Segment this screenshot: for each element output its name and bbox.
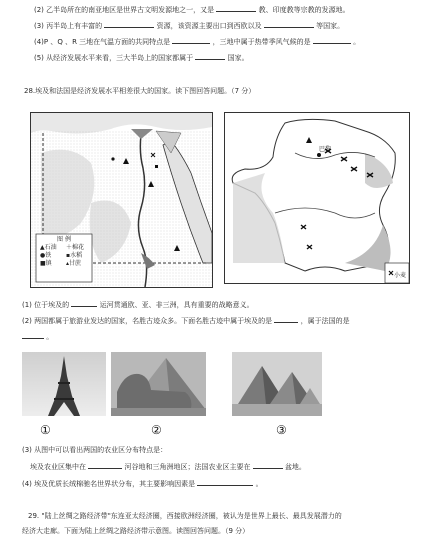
inset-label: 小麦 xyxy=(394,272,407,279)
photo-label-2: ② xyxy=(151,423,162,437)
answer-blank[interactable] xyxy=(104,21,154,28)
answer-blank[interactable] xyxy=(195,53,225,60)
answer-blank[interactable] xyxy=(71,300,97,307)
answer-blank[interactable] xyxy=(253,462,283,469)
city-label: 巴黎 xyxy=(319,146,332,153)
legend-item: ＋棉花 xyxy=(66,244,85,251)
photo-label-3: ③ xyxy=(276,423,287,437)
sphinx-photo xyxy=(111,352,206,416)
france-map xyxy=(224,112,410,284)
answer-blank[interactable] xyxy=(22,332,44,339)
legend-item: ●铁 xyxy=(40,252,52,259)
legend-item: ■镇 xyxy=(40,260,52,267)
q28-item2-cont: 。 xyxy=(22,332,53,342)
q27-item2: (2) 乙半岛所在的南亚地区是世界古文明发源地之一，又是 教、印度教等宗教的发源地。 xyxy=(34,6,350,14)
photo-label-1: ① xyxy=(40,423,51,437)
q28-item2: (2) 两国都属于旅游业发达的国家，名胜古迹众多。下面名胜古迹中属于埃及的是 ，属于法国的是 xyxy=(22,317,350,325)
answer-blank[interactable] xyxy=(172,37,210,44)
q28-item1: (1) 位于埃及的 运河贯通欧、亚、非三洲，具有重要的战略意义。 xyxy=(22,301,254,309)
map-legend xyxy=(36,234,92,282)
q27-item4: (4)P 、Q 、R 三地在气温方面的共同特点是 ，三地中属于热带季风气候的是 。 xyxy=(34,38,361,46)
answer-blank[interactable] xyxy=(313,37,351,44)
legend-item: ▲石油 xyxy=(40,244,57,251)
q29-text-line2: 经济大走廊。下面为陆上丝绸之路经济带示意图。读图回答问题。（9 分） xyxy=(22,527,250,535)
q28-title: 28.埃及和法国是经济发展水平相差很大的国家。读下图回答问题。（7 分） xyxy=(24,87,256,95)
q27-item5: (5) 从经济发展水平来看，三大半岛上的国家都属于 国家。 xyxy=(34,54,249,62)
answer-blank[interactable] xyxy=(197,479,253,486)
answer-blank[interactable] xyxy=(88,462,122,469)
pyramids-photo xyxy=(232,352,322,416)
q27-item3: (3) 丙半岛上有丰富的 资源，该资源主要出口到西欧以及 等国家。 xyxy=(34,22,345,30)
answer-blank[interactable] xyxy=(216,5,256,12)
legend-item: ▴甘蔗 xyxy=(66,260,82,267)
answer-blank[interactable] xyxy=(274,316,298,323)
legend-item: ▪水稻 xyxy=(66,252,83,259)
answer-blank[interactable] xyxy=(264,21,314,28)
q28-item3: (3) 从图中可以看出两国的农业区分布特点是： xyxy=(22,446,168,454)
q28-item4: (4) 埃及优质长绒棉驰名世界状分布，其主要影响因素是 。 xyxy=(22,480,263,488)
france-map-drawing xyxy=(225,113,409,283)
q29-text-line1: 29. "陆上丝绸之路经济带"东连亚太经济圈，西接欧洲经济圈，被认为是世界上最长、最具发展潜力的 xyxy=(28,512,342,520)
egypt-map xyxy=(30,112,213,288)
q28-item3-sub: 埃及农业区集中在 河谷地和三角洲地区；法国农业区主要在 盆地。 xyxy=(30,463,306,471)
legend-title: 图 例 xyxy=(57,236,71,243)
eiffel-tower-photo xyxy=(22,352,106,416)
